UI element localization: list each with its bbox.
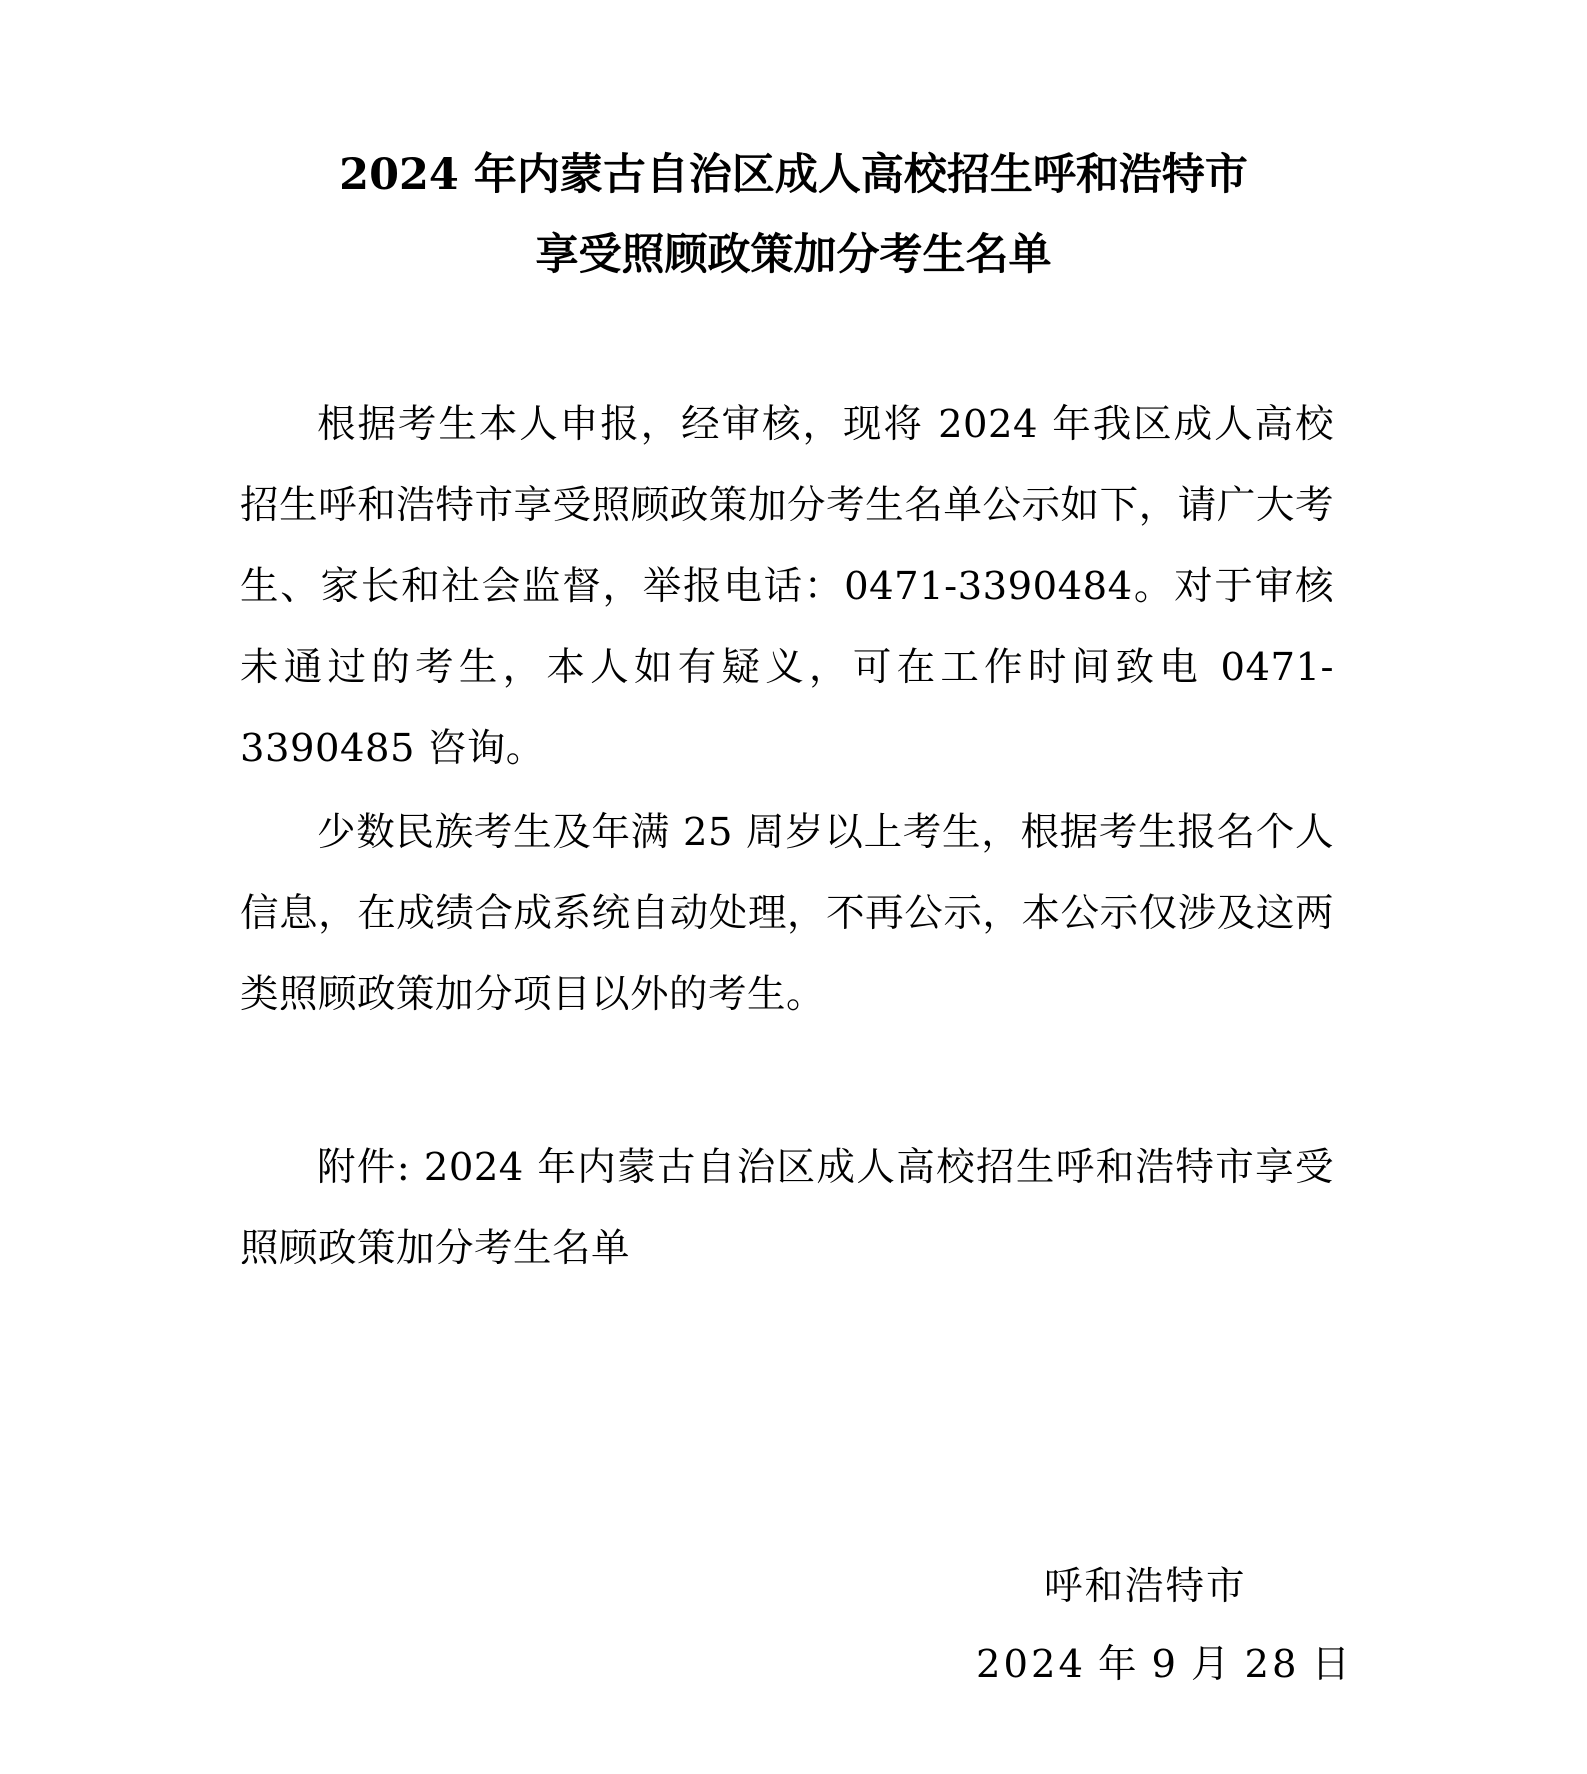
- attachment-text: 附件: 2024 年内蒙古自治区成人高校招生呼和浩特市享受照顾政策加分考生名单: [240, 1145, 1334, 1271]
- date-month-unit: 月: [1191, 1642, 1233, 1687]
- paragraph-text: 根据考生本人申报，经审核，现将 2024 年我区成人高校招生呼和浩特市享受照顾政策加分考生名单公示如下，请广大考生、家长和社会监督，举报电话：0471-3390484。对于审核未通过的考生，本人如有疑义，可在工作时间致电 0471-3390485 咨询。: [240, 402, 1334, 771]
- date-year: 2024: [976, 1642, 1086, 1687]
- document-title-line-2: 享受照顾政策加分考生名单: [535, 230, 1052, 280]
- paragraph-minority-policy: [240, 792, 1334, 1035]
- date-year-unit: 年: [1097, 1642, 1140, 1687]
- date-month: 9: [1151, 1642, 1179, 1687]
- signature-date: [976, 1640, 1365, 1690]
- date-day-unit: 日: [1311, 1642, 1354, 1687]
- document-title-line-1: 2024 年内蒙古自治区成人高校招生呼和浩特市: [339, 150, 1248, 200]
- signature-organization: 呼和浩特市: [1044, 1564, 1247, 1609]
- paragraph-text: 少数民族考生及年满 25 周岁以上考生，根据考生报名个人信息，在成绩合成系统自动处理，不再公示，本公示仅涉及这两类照顾政策加分项目以外的考生。: [240, 810, 1334, 1017]
- attachment-note: [240, 1127, 1334, 1289]
- date-day: 28: [1244, 1642, 1300, 1687]
- paragraph-announcement: [240, 384, 1334, 789]
